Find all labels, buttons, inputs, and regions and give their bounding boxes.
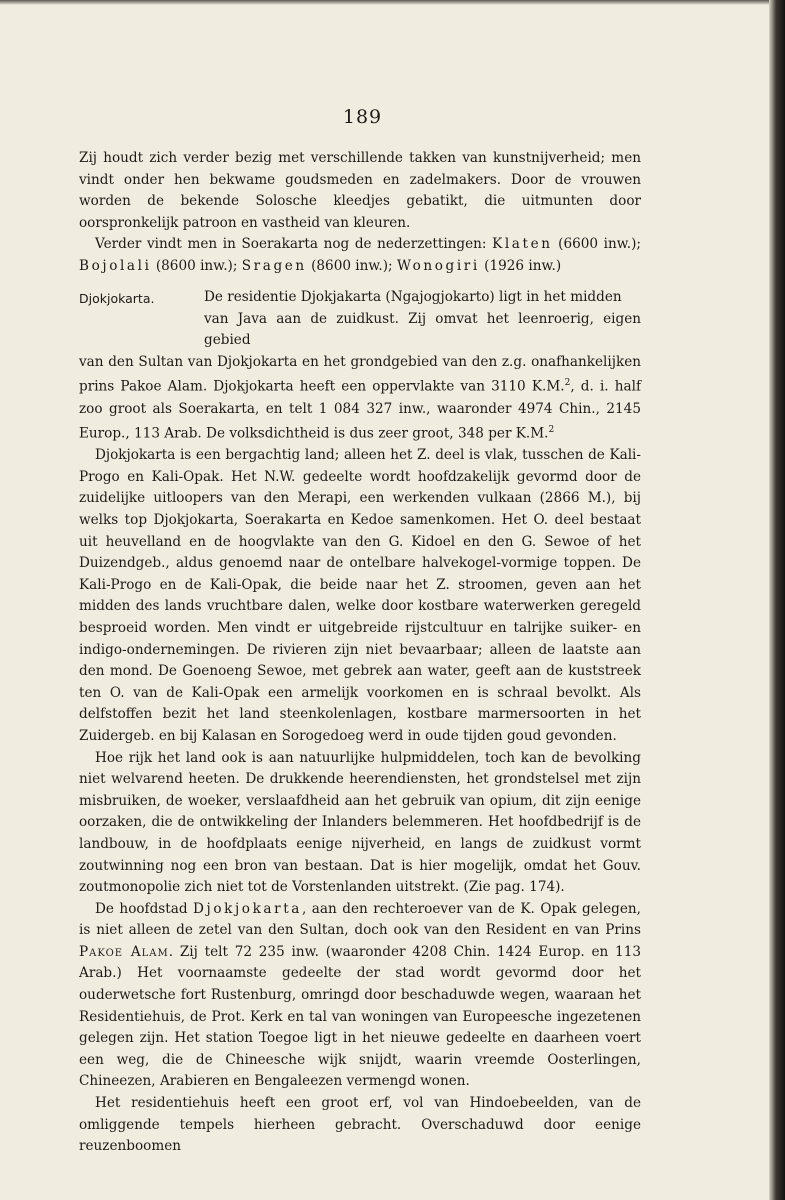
residency-line-2: van Java aan de zuidkust. Zij omvat het leenroerig, eigen gebied <box>204 310 641 349</box>
settlements-intro: Verder vindt men in Soerakarta nog de nederzettingen: <box>95 236 493 253</box>
paragraph-settlements <box>79 234 641 277</box>
place-wonogiri: Wonogiri <box>396 257 480 274</box>
residency-text-b: , d. i. half zoo groot als Soerakarta, en telt 1 084 327 inw., waaronder 4974 Chin., 2145 Europ., 113 Arab. De volksdichtheid is dus zeer groot, 348 per K.M. <box>79 378 642 442</box>
paragraph-capital <box>79 899 641 1093</box>
capital-text-a: De hoofdstad <box>95 900 194 917</box>
residency-line-1: De residentie Djokjakarta (Ngajogjokarto) ligt in het midden <box>204 289 622 305</box>
margin-note-djokjokarta: Djokjokarta. <box>79 291 155 306</box>
text-block-main <box>79 287 641 1158</box>
settlements-text-e: (1926 inw.) <box>479 257 562 274</box>
paragraph-residency <box>79 352 641 445</box>
superscript-squared: 2 <box>564 378 571 389</box>
text-block-top <box>79 148 641 278</box>
paragraph-geography: Djokjokarta is een bergachtig land; alleen het Z. deel is vlak, tusschen de Kali-Progo en Kali-Opak. Het N.W. gedeelte wordt hoofdzakelijk gevormd door de zuidelijke uitloopers van den Merapi, een werkenden vulkaan (2866 M.), bij welks top Djokjokarta, Soerakarta en Kedoe samenkomen. Het O. deel bestaat uit heuvelland en de hoogvlakte van den G. Kidoel en den G. Sewoe of het Duizendgeb., aldus genoemd naar de ontelbare halvekogel-vormige toppen. De Kali-Progo en de Kali-Opak, die beide naar het Z. stroomen, geven aan het midden des lands vruchtbare dalen, welke door kostbare waterwerken geregeld besproeid worden. Men vindt er uitgebreide rijstcultuur en talrijke suiker- en indigo-ondernemingen. De rivieren zijn niet bevaarbaar; alleen de laatste aan den mond. De Goenoeng Sewoe, met gebrek aan water, geeft aan de kuststreek ten O. van de Kali-Opak een armelijk voorkomen en is schraal bevolkt. Als delfstoffen bezit het land steenkolenlagen, kostbare marmersoorten in het Zuidergeb. en bij Kalasan en Sorogedoeg werd in oude tijden goud gevonden. <box>79 447 641 744</box>
prince-pakoe-alam: Pakoe Alam <box>79 943 169 960</box>
paragraph-crafts: Zij houdt zich verder bezig met verschillende takken van kunstnijverheid; men vindt onder hen bekwame goudsmeden en zadelmakers. Door de vrouwen worden de bekende Solosche kleedjes gebatikt, die uitmunten door oorspronkelijk patroon en vastheid van kleuren. <box>79 150 641 231</box>
city-djokjokarta: Djokjokarta <box>193 900 302 917</box>
settlements-text-d: (8600 inw.); <box>306 257 397 274</box>
capital-text-b: , aan den rechteroever van de K. Opak gelegen, is niet alleen de zetel van den Sultan, doch ook van den Resident en van Prins <box>79 900 641 939</box>
residency-text-a: van den Sultan van Djokjokarta en het grondgebied van den z.g. onafhankelijken prins Pakoe Alam. Djokjokarta heeft een oppervlakte van 3110 K.M. <box>79 353 641 395</box>
place-klaten: Klaten <box>492 236 553 253</box>
capital-text-c: . Zij telt 72 235 inw. (waaronder 4208 Chin. 1424 Europ. en 113 Arab.) Het voornaamste gedeelte der stad wordt gevormd door het ouderwetsche fort Rustenburg, omringd door beschaduwde wegen, waaraan het Residentiehuis, de Prot. Kerk en tal van woningen van Europeesche ingezetenen gelegen zijn. Het station Toegoe ligt in het nieuwe gedeelte en daarheen voert een weg, die de Chineesche wijk snijdt, waarin vreemde Oosterlingen, Chineezen, Arabieren en Bengaleezen vermengd wonen. <box>79 943 642 1090</box>
superscript-squared: 2 <box>548 425 555 436</box>
paragraph-residence: Het residentiehuis heeft een groot erf, vol van Hindoebeelden, van de omliggende tempels hierheen gebracht. Overschaduwd door eenige reuzenboomen <box>79 1095 641 1155</box>
page-number: 189 <box>342 106 383 128</box>
page-top-edge <box>0 0 785 5</box>
place-sragen: Sragen <box>241 257 307 274</box>
settlements-text-b: (6600 inw.); <box>552 236 641 253</box>
paragraph-economy: Hoe rijk het land ook is aan natuurlijke hulpmiddelen, toch kan de bevolking niet welvarend heeten. De drukkende heerendiensten, het grondstelsel met zijn misbruiken, de woeker, verslaafdheid aan het gebruik van opium, dit zijn eenige oorzaken, die de ontwikkeling der Inlanders belemmeren. Het hoofdbedrijf is de landbouw, in de hoofdplaats eenige nijverheid, en langs de zuidkust vormt zoutwinning nog een bron van bestaan. Dat is hier mogelijk, omdat het Gouv. zoutmonopolie zich niet tot de Vorstenlanden uitstrekt. (Zie pag. 174). <box>79 749 641 896</box>
page-binding-edge <box>769 0 785 1200</box>
place-bojolali: Bojolali <box>79 257 152 274</box>
settlements-text-c: (8600 inw.); <box>151 257 242 274</box>
